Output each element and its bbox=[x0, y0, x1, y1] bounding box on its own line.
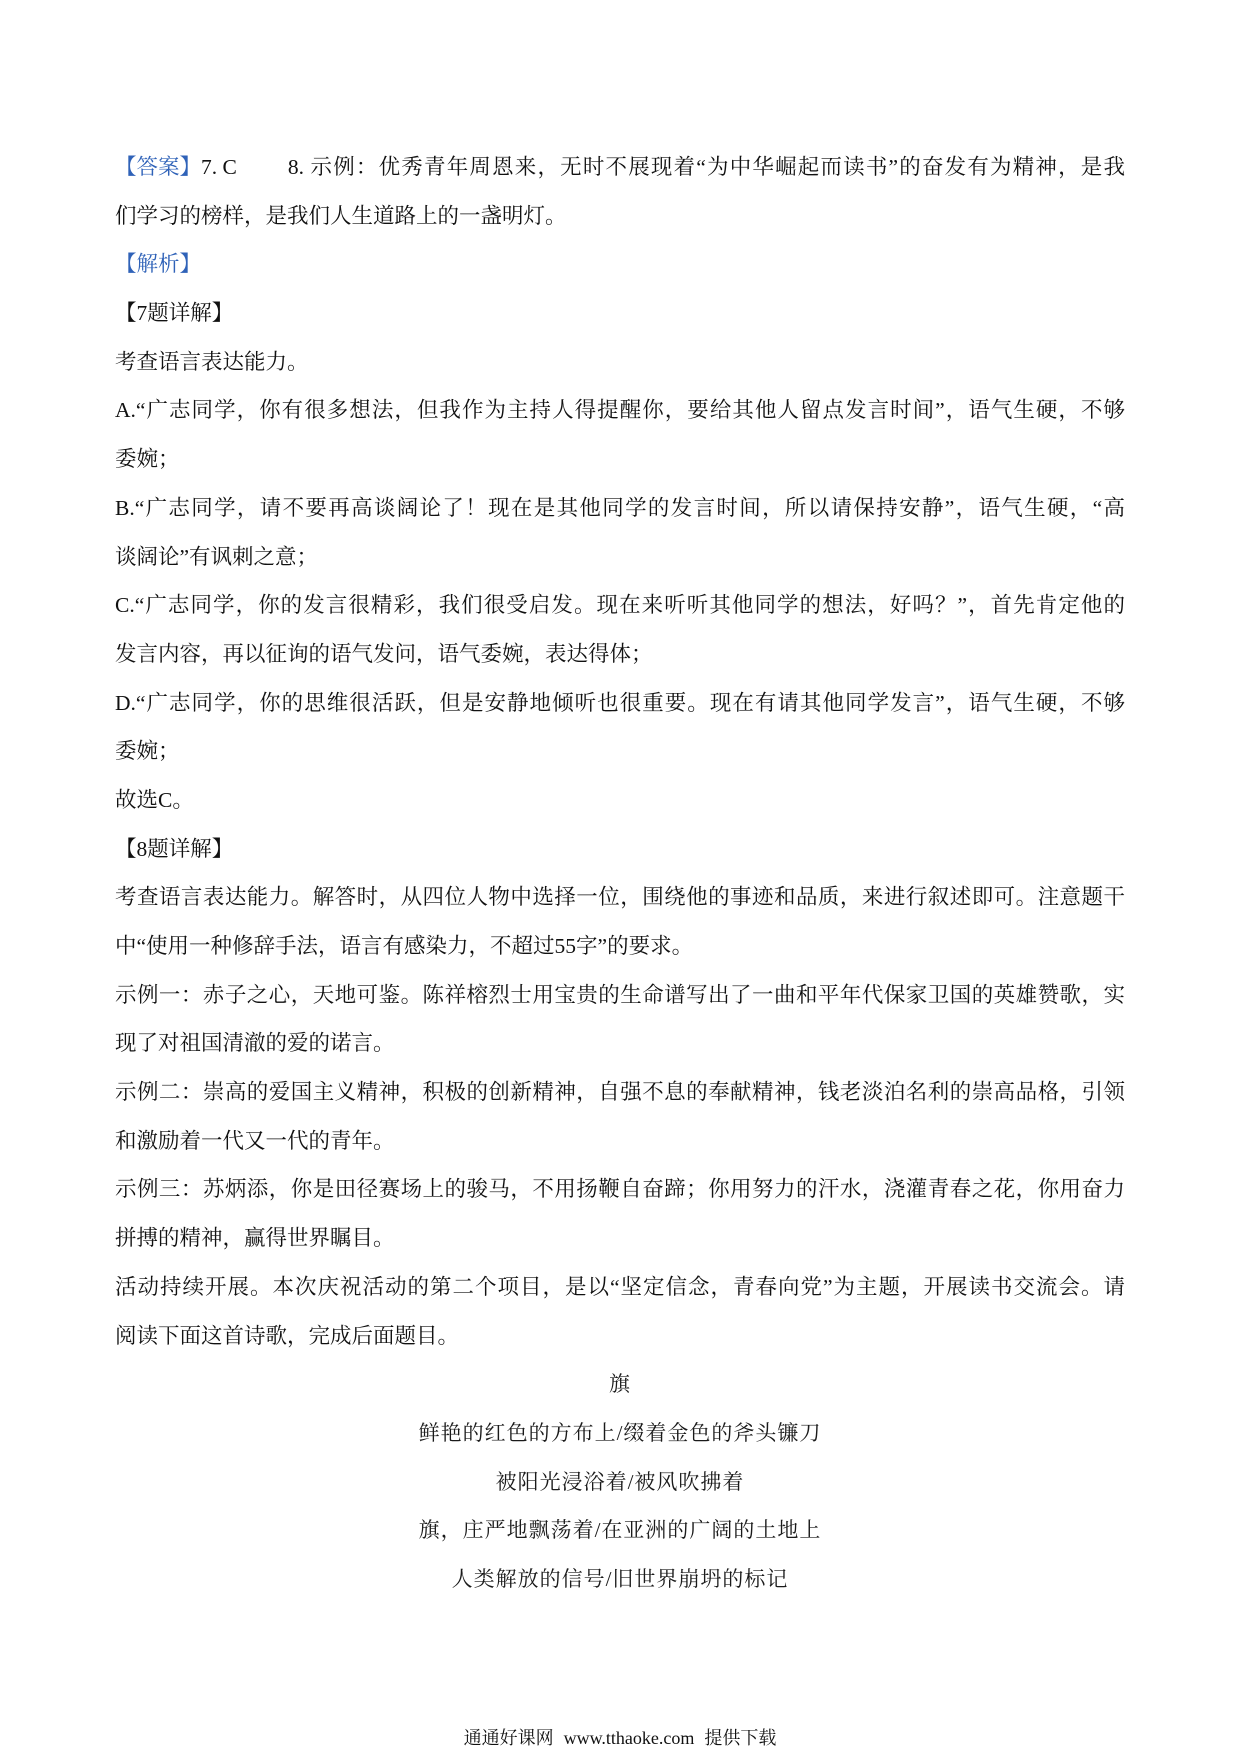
q7-heading: 【7题详解】 bbox=[115, 301, 234, 326]
answer-q8-line-1: 8. 示例：优秀青年周恩来，无时不展现着“为中华崛起而读书”的奋发有为精神，是我 bbox=[287, 155, 1125, 179]
q8-example-1 bbox=[115, 971, 1125, 1068]
example-1-line-1: 示例一：赤子之心，天地可鉴。陈祥榕烈士用宝贵的生命谱写出了一曲和平年代保家卫国的英雄赞歌，实 bbox=[115, 982, 1125, 1007]
q8-example-3 bbox=[115, 1165, 1125, 1262]
q7-option-d bbox=[115, 679, 1125, 776]
option-d-line-2: 委婉； bbox=[115, 739, 180, 764]
option-a-line-1: A.“广志同学，你有很多想法，但我作为主持人得提醒你，要给其他人留点发言时间”，语气生硬，不够 bbox=[115, 398, 1125, 423]
footer-site-name: 通通好课网 bbox=[463, 1728, 554, 1748]
answer-tag: 【答案】 bbox=[115, 155, 202, 179]
poem bbox=[115, 1360, 1125, 1603]
example-3-line-2: 拼搏的精神，赢得世界瞩目。 bbox=[115, 1226, 395, 1251]
q7-intro: 考查语言表达能力。 bbox=[115, 349, 309, 374]
option-c-line-2: 发言内容，再以征询的语气发问，语气委婉，表达得体； bbox=[115, 641, 653, 666]
q8-guide bbox=[115, 873, 1125, 970]
footer-url-link[interactable]: www.tthaoke.com bbox=[563, 1728, 695, 1748]
option-b-line-2: 谈阔论”有讽刺之意； bbox=[115, 544, 319, 569]
answer-row bbox=[115, 143, 1125, 192]
example-3-line-1: 示例三：苏炳添，你是田径赛场上的骏马，不用扬鞭自奋蹄；你用努力的汗水，浇灌青春之花，你用奋力 bbox=[115, 1177, 1125, 1202]
q7-option-c bbox=[115, 581, 1125, 678]
answer-q8-line-2: 们学习的榜样，是我们人生道路上的一盏明灯。 bbox=[115, 203, 567, 228]
answer-q7: 7. C bbox=[201, 155, 237, 179]
poem-line-2: 被阳光浸浴着/被风吹拂着 bbox=[495, 1469, 745, 1494]
option-c-line-1: C.“广志同学，你的发言很精彩，我们很受启发。现在来听听其他同学的想法，好吗？”，首先肯定他的 bbox=[115, 593, 1125, 618]
option-d-line-1: D.“广志同学，你的思维很活跃，但是安静地倾听也很重要。现在有请其他同学发言”，语气生硬，不够 bbox=[115, 690, 1125, 715]
page-footer bbox=[0, 1725, 1240, 1751]
activity-line-1: 活动持续开展。本次庆祝活动的第二个项目，是以“坚定信念，青春向党”为主题，开展读书交流会。请 bbox=[115, 1274, 1125, 1299]
footer-note: 提供下载 bbox=[704, 1728, 777, 1748]
poem-title: 旗 bbox=[609, 1372, 631, 1397]
q7-option-a bbox=[115, 386, 1125, 483]
option-b-line-1: B.“广志同学，请不要再高谈阔论了！现在是其他同学的发言时间，所以请保持安静”，语气生硬，“高 bbox=[115, 495, 1125, 520]
option-a-line-2: 委婉； bbox=[115, 447, 180, 472]
q8-example-2 bbox=[115, 1068, 1125, 1165]
activity-paragraph bbox=[115, 1263, 1125, 1360]
example-2-line-1: 示例二：崇高的爱国主义精神，积极的创新精神，自强不息的奉献精神，钱老淡泊名利的崇高品格，引领 bbox=[115, 1080, 1125, 1105]
q8-heading: 【8题详解】 bbox=[115, 836, 234, 861]
q8-guide-line-2: 中“使用一种修辞手法，语言有感染力，不超过55字”的要求。 bbox=[115, 934, 694, 958]
q7-conclusion: 故选C。 bbox=[115, 787, 194, 812]
poem-line-3: 旗，庄严地飘荡着/在亚洲的广阔的土地上 bbox=[418, 1518, 822, 1543]
activity-line-2: 阅读下面这首诗歌，完成后面题目。 bbox=[115, 1323, 460, 1348]
example-1-line-2: 现了对祖国清澈的爱的诺言。 bbox=[115, 1031, 395, 1056]
q8-guide-line-1: 考查语言表达能力。解答时，从四位人物中选择一位，围绕他的事迹和品质，来进行叙述即可。注意题干 bbox=[115, 885, 1125, 910]
example-2-line-2: 和激励着一代又一代的青年。 bbox=[115, 1128, 395, 1153]
poem-line-4: 人类解放的信号/旧世界崩坍的标记 bbox=[451, 1566, 789, 1591]
poem-line-1: 鲜艳的红色的方布上/缀着金色的斧头镰刀 bbox=[418, 1420, 822, 1445]
analysis-tag: 【解析】 bbox=[115, 252, 202, 277]
page-content bbox=[115, 143, 1125, 1604]
q7-option-b bbox=[115, 484, 1125, 581]
